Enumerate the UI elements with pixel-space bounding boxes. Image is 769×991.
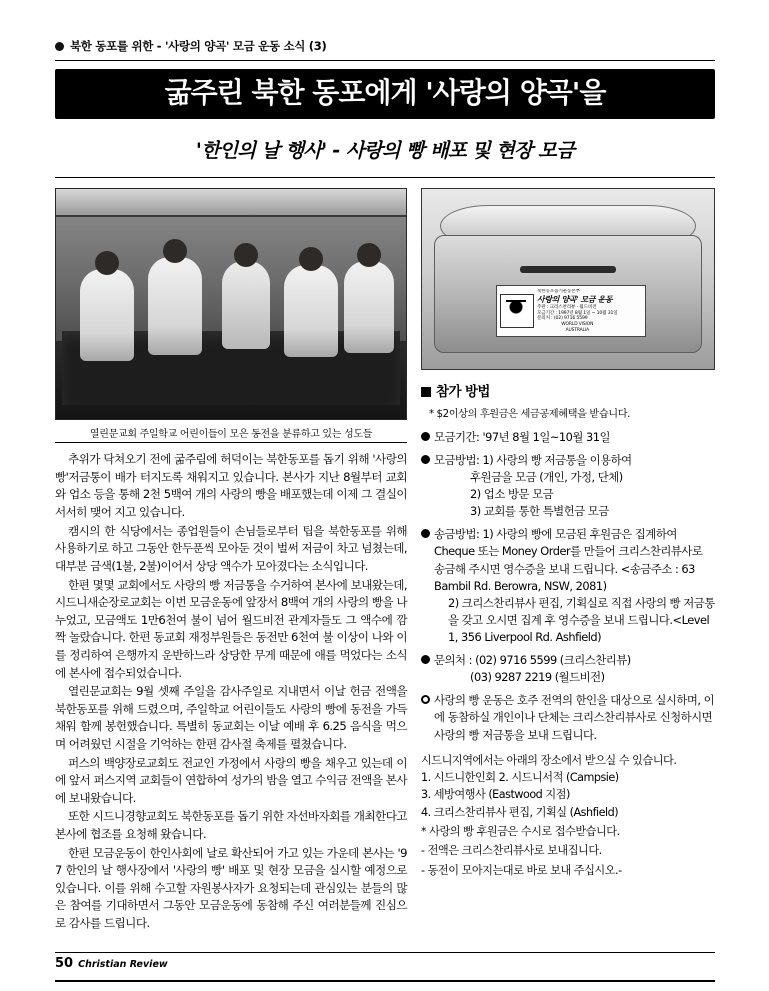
- photo-person: [80, 269, 134, 361]
- label-small-top: 북한동포돕기운동본부: [537, 289, 580, 295]
- page-number: 50: [55, 956, 74, 971]
- subheadline: '한인의 날 행사' - 사랑의 빵 배포 및 현장 모금: [195, 139, 575, 163]
- divider-top: [55, 60, 715, 61]
- label-text-block: [537, 289, 618, 333]
- kicker-text: 북한 동포를 위한 - '사랑의 양곡' 모금 운동 소식 (3): [70, 39, 327, 53]
- list-item: [421, 429, 715, 446]
- body-paragraph: 한편 모금운동이 한인사회에 날로 확산되어 가고 있는 가운데 본사는 '97 한인의 날 행사장에서 '사랑의 빵' 배포 및 현장 모금을 실시할 예정으로 있습니다. 이를 위해 수고할 자원봉사자가 요청되는데 관심있는 분들의 많은 참여를 기대하면서 그동안 모금운동에 동참해 주신 여러분들께 진심으로 감사를 드립니다.: [55, 845, 407, 931]
- left-column: [55, 188, 407, 933]
- closing-note: - 전액은 크리스찬리뷰사로 보내집니다.: [421, 844, 602, 858]
- bullet-icon: [421, 529, 430, 538]
- article-body: [55, 451, 407, 932]
- method-line: 후원금을 모금 (개인, 가정, 단체): [470, 470, 623, 484]
- period-line: 모금기간: '97년 8월 1일~10월 31일: [434, 429, 611, 444]
- coin-slot: [520, 266, 616, 273]
- remittance-line: 송금방법: 1) 사랑의 빵에 모금된 후원금은 집계하여 Cheque 또는 Money Order를 만들어 크리스찬리뷰사로 송금해 주시면 영수증을 보내 드립니다. <송금주소 : 63 Bambil Rd. Berowra, NSW, 2081): [434, 527, 703, 593]
- method-block: [434, 452, 715, 520]
- bullet-icon: [421, 432, 430, 441]
- right-column: [421, 188, 715, 933]
- photo-person: [148, 257, 202, 355]
- method-line: 2) 업소 방문 모금: [470, 487, 554, 502]
- divider-subhead: [55, 177, 715, 178]
- bullet-icon: [421, 695, 430, 704]
- body-paragraph: 한편 몇몇 교회에서도 사랑의 빵 저금통을 수거하여 본사에 보내왔는데, 시드니새순장로교회는 이번 모금운동에 앞장서 8백여 개의 사랑의 빵을 나누었고, 모금액도 1만6천여 불이 넘어 월드비전 관계자들도 그 액수에 깜짝 놀랐습니다. 한편 동교회 재정부원들은 동전만 6천여 불 이상이 나와 이를 정리하여 은행까지 운반하느라 상당한 무게 때문에 애를 먹었다는 소식에 본사에 접수되었습니다.: [55, 577, 407, 680]
- closing-note: - 동전이 모아지는대로 바로 보내 주십시오.-: [421, 863, 622, 877]
- photo-person: [222, 261, 270, 349]
- donation-box-label: [496, 285, 646, 337]
- photo-caption: 열린문교회 주일학교 어린이들이 모은 동전을 분류하고 있는 성도들: [55, 420, 407, 443]
- content-columns: [55, 188, 715, 933]
- list-item: [421, 452, 715, 520]
- article-sheet: [55, 38, 715, 943]
- pickup-intro: 시드니지역에서는 아래의 장소에서 받으실 수 있습니다.: [421, 753, 677, 767]
- remittance-block: [434, 526, 715, 646]
- tax-note: * $2이상의 후원금은 세금공제혜택을 받습니다.: [429, 409, 630, 421]
- kicker-line: [55, 38, 715, 58]
- bottom-rule: [55, 980, 715, 982]
- photo-ceiling-beam: [56, 189, 406, 217]
- photo-person: [344, 261, 394, 353]
- label-sub3: 문의처 : (02) 9716 5599: [537, 316, 588, 322]
- nationwide-note: 사랑의 빵 운동은 호주 전역의 한인을 대상으로 실시하며, 이에 동참하실 개인이나 단체는 크리스찬리뷰사로 신청하시면 사랑의 빵 저금통을 보내 드립니다.: [434, 693, 715, 742]
- body-paragraph: 추위가 닥쳐오기 전에 굶주림에 허덕이는 북한동포를 돕기 위해 '사랑의 빵'저금통이 배가 터지도록 채워지고 있습니다. 본사가 지난 8월부터 교회와 업소 등을 통해 2천 5백여 개의 사랑의 빵을 배포했는데 이제 그 결실이 서서히 맺어 지고 있습니다.: [55, 452, 407, 520]
- label-title: 사랑의 양곡' 모금 운동: [537, 295, 613, 304]
- remittance-line: 2) 크리스찬리뷰사 편집, 기획실로 직접 사랑의 빵 저금통을 갖고 오시면 집계 후 영수증을 보내 드립니다.<Level 1, 356 Liverpool Rd. Ashfield): [448, 595, 715, 644]
- contact-line: 문의처 : (02) 9716 5599 (크리스찬리뷰): [434, 653, 631, 668]
- page-footer: [55, 952, 715, 971]
- square-bullet-icon: [421, 387, 431, 397]
- world-vision-logo-icon: [500, 294, 534, 328]
- body-paragraph: 캠시의 한 식당에서는 종업원들이 손님들로부터 팁을 북한동포를 위해 사용하기로 하고 그동안 한두푼씩 모아둔 것이 벌써 저금이 차고 넘쳤는데, 대부분 금색(1불, 2불)이어서 상당 액수가 모아졌다는 소식입니다.: [55, 523, 407, 573]
- contact-block: [434, 652, 715, 686]
- pickup-block: [421, 752, 715, 880]
- method-line: 모금방법: 1) 사랑의 빵 저금통을 이용하여: [434, 452, 632, 467]
- label-sub2: 모금기간 : 1997년 8월 1일 ~ 10월 31일: [537, 310, 618, 316]
- bullet-icon: [421, 655, 430, 664]
- contact-line: (03) 9287 2219 (월드비전): [470, 670, 605, 685]
- body-paragraph: 퍼스의 백양장로교회도 전교인 가정에서 사랑의 빵을 채우고 있는데 이에 앞서 퍼스지역 교회들이 연합하여 성가의 밤을 열고 수익금 전액을 본사에 보내왔습니다.: [55, 755, 407, 805]
- label-org-en2: AUSTRALIA: [565, 327, 589, 333]
- label-sub1: 주관 : 크리스찬리뷰 · 월드비전: [537, 305, 597, 310]
- photo-donation-box: [421, 188, 715, 370]
- participation-heading: 참가 방법: [436, 384, 490, 401]
- closing-note: * 사랑의 빵 후원금은 수시로 접수받습니다.: [421, 825, 620, 839]
- pickup-location: 3. 세방여행사 (Eastwood 지점): [421, 788, 570, 802]
- list-item: [421, 526, 715, 646]
- bullet-icon: [421, 455, 430, 464]
- list-item: [421, 652, 715, 686]
- list-item: [421, 692, 715, 743]
- pickup-location: 1. 시드니한인회 2. 시드니서적 (Campsie): [421, 771, 619, 784]
- body-paragraph: 또한 시드니경향교회도 북한동포를 돕기 위한 자선바자회를 개최한다고 본사에 협조를 요청해 왔습니다.: [55, 809, 407, 842]
- bullet-icon: [55, 42, 64, 51]
- pickup-location: 4. 크리스찬리뷰사 편집, 기획실 (Ashfield): [421, 805, 619, 819]
- participation-heading-row: [421, 382, 715, 402]
- headline: 굶주린 북한 동포에게 '사랑의 양곡'을: [55, 69, 715, 119]
- method-line: 3) 교회를 통한 특별헌금 모금: [470, 504, 609, 519]
- label-org-en: WORLD VISION: [561, 322, 594, 328]
- participation-panel: [421, 382, 715, 879]
- photo-volunteers-sorting-coins: [55, 188, 407, 420]
- body-paragraph: 열린문교회는 9월 셋째 주일을 감사주일로 지내면서 이날 헌금 전액을 북한동포를 위해 드렸으며, 주일학교 어린이들도 사랑의 빵에 동전을 가득 채워 함께 봉헌했습니다. 특별히 동교회는 이날 예배 후 6.25 음식을 먹으며 어려웠던 시절을 기억하는 한편 감사절 축제를 펼쳤습니다.: [55, 684, 407, 751]
- publication-name: Christian Review: [78, 959, 168, 970]
- photo-person: [284, 265, 338, 357]
